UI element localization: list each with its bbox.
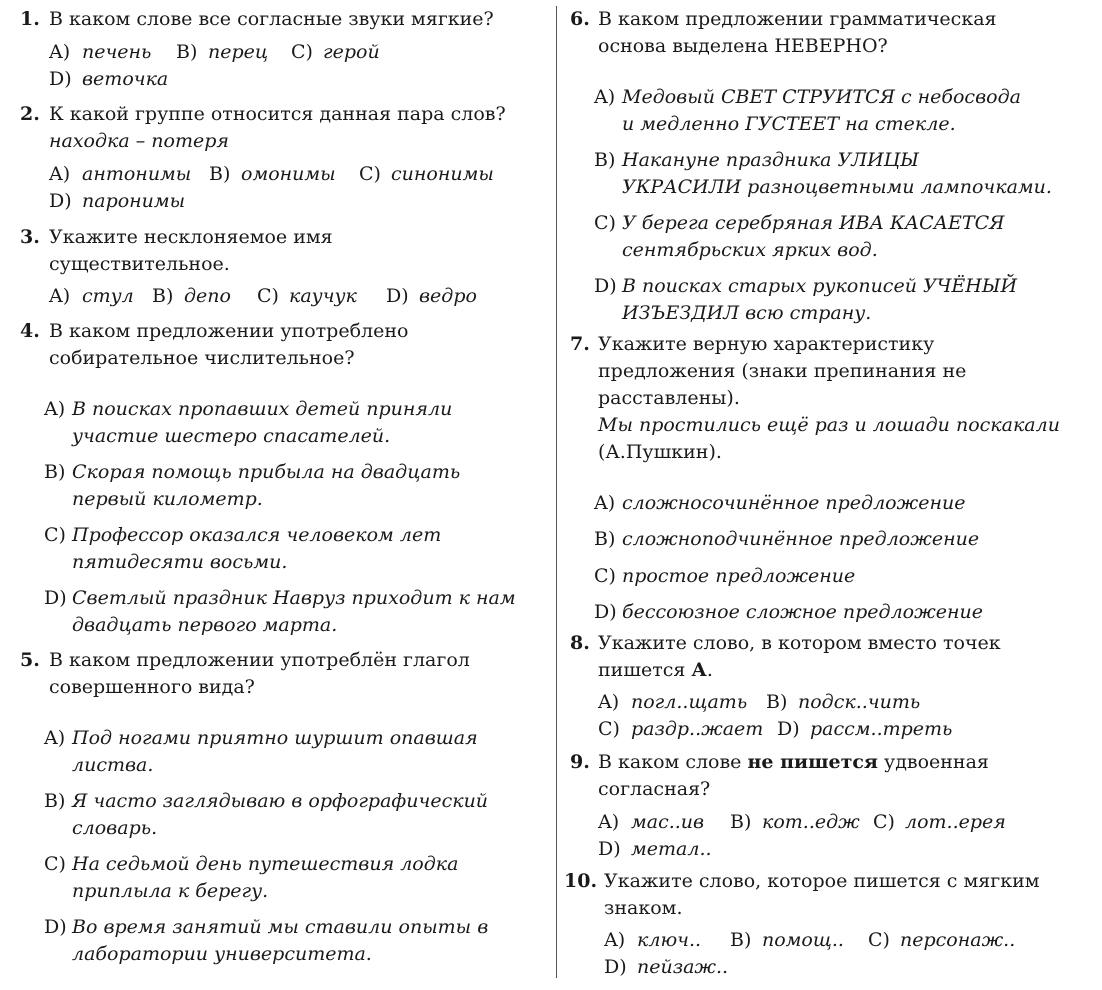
option-letter-d[interactable]: D) (594, 601, 617, 623)
question-number: 5. (20, 649, 40, 671)
option-text-c[interactable]: раздр..жает (631, 718, 764, 740)
option-text-c[interactable]: простое предложение (622, 565, 856, 587)
option-text-c-line-1[interactable]: Профессор оказался человеком лет (72, 524, 442, 546)
option-text-b[interactable]: перец (208, 41, 269, 63)
option-letter-a[interactable]: A) (49, 163, 71, 185)
question-number: 10. (564, 870, 598, 892)
option-text-a[interactable]: стул (82, 285, 134, 307)
option-text-a-line-2[interactable]: участие шестеро спасателей. (72, 425, 391, 447)
option-text-c-line-2[interactable]: приплыла к берегу. (72, 880, 269, 902)
option-letter-b[interactable]: B) (176, 41, 198, 63)
option-text-d[interactable]: бессоюзное сложное предложение (622, 601, 983, 623)
option-letter-b[interactable]: B) (594, 528, 616, 550)
option-text-b[interactable]: депо (184, 285, 231, 307)
line-prefix: пишется (598, 659, 692, 681)
question-text-line-2: предложения (знаки препинания не (598, 360, 967, 382)
option-text-c-line-2[interactable]: пятидесяти восьми. (72, 551, 288, 573)
option-letter-a[interactable]: A) (598, 691, 620, 713)
option-letter-a[interactable]: A) (44, 398, 66, 420)
option-text-a-line-1[interactable]: Медовый СВЕТ СТРУИТСЯ с небосвода (622, 86, 1021, 108)
option-letter-d[interactable]: D) (598, 838, 621, 860)
option-text-a[interactable]: сложносочинённое предложение (622, 492, 966, 514)
option-text-d-line-1[interactable]: В поисках старых рукописей УЧЁНЫЙ (622, 275, 1018, 297)
option-text-d[interactable]: веточка (82, 68, 169, 90)
option-text-c[interactable]: персонаж.. (900, 929, 1016, 951)
option-letter-c[interactable]: C) (44, 853, 66, 875)
option-text-d-line-2[interactable]: лаборатории университета. (72, 943, 372, 965)
line-suffix: удвоенная (877, 751, 989, 773)
option-text-d[interactable]: ведро (419, 285, 477, 307)
option-text-c-line-2[interactable]: сентябрьских ярких вод. (622, 239, 878, 261)
option-letter-a[interactable]: A) (604, 929, 626, 951)
option-letter-b[interactable]: B) (209, 163, 231, 185)
option-letter-b[interactable]: B) (730, 929, 752, 951)
option-letter-b[interactable]: B) (594, 149, 616, 171)
option-letter-c[interactable]: C) (44, 524, 66, 546)
option-text-d[interactable]: пейзаж.. (637, 956, 729, 978)
question-number: 8. (570, 632, 590, 654)
option-text-a-line-1[interactable]: В поисках пропавших детей приняли (72, 398, 453, 420)
option-text-b-line-2[interactable]: УКРАСИЛИ разноцветными лампочками. (622, 176, 1052, 198)
option-text-a-line-2[interactable]: и медленно ГУСТЕЕТ на стекле. (622, 113, 956, 135)
option-letter-a[interactable]: A) (44, 727, 66, 749)
option-text-d[interactable]: метал.. (631, 838, 712, 860)
question-text-line-1: Укажите слово, в котором вместо точек (598, 632, 1001, 654)
question-text-line-1: В каком предложении употреблён глагол (49, 649, 470, 671)
option-text-b[interactable]: кот..едж (762, 811, 860, 833)
emphasized-phrase: не пишется (747, 751, 878, 773)
option-text-a[interactable]: мас..ив (631, 811, 705, 833)
option-text-c[interactable]: лот..ерея (905, 811, 1006, 833)
option-letter-b[interactable]: B) (44, 790, 66, 812)
question-text-line-1: Укажите верную характеристику (598, 333, 935, 355)
question-number: 3. (20, 226, 40, 248)
option-text-d[interactable]: рассм..треть (810, 718, 953, 740)
option-text-d-line-1[interactable]: Во время занятий мы ставили опыты в (72, 916, 489, 938)
option-letter-d[interactable]: D) (44, 916, 67, 938)
option-text-b[interactable]: помощ.. (762, 929, 844, 951)
option-letter-d[interactable]: D) (49, 190, 72, 212)
option-text-a-line-1[interactable]: Под ногами приятно шуршит опавшая (72, 727, 478, 749)
question-number: 7. (570, 333, 590, 355)
example-source: (А.Пушкин). (598, 441, 722, 463)
question-text-line-1: В каком предложении грамматическая (598, 8, 997, 30)
question-text: К какой группе относится данная пара слов? (49, 103, 506, 125)
question-text-line-2: совершенного вида? (49, 676, 255, 698)
emphasized-letter: А (691, 659, 707, 681)
question-text-line-1: Укажите несклоняемое имя (49, 226, 333, 248)
option-text-c[interactable]: каучук (289, 285, 357, 307)
question-number: 9. (570, 751, 590, 773)
question-text-line-1 (598, 750, 989, 774)
option-letter-d[interactable]: D) (594, 275, 617, 297)
option-letter-a[interactable]: A) (594, 492, 616, 514)
option-letter-a[interactable]: A) (49, 285, 71, 307)
question-text-line-1: Укажите слово, которое пишется с мягким (604, 870, 1040, 892)
option-letter-c[interactable]: C) (594, 212, 616, 234)
question-text-line-2: знаком. (604, 897, 683, 919)
option-letter-b[interactable]: B) (766, 691, 788, 713)
option-letter-d[interactable]: D) (386, 285, 409, 307)
option-text-d-line-2[interactable]: двадцать первого марта. (72, 614, 338, 636)
option-letter-d[interactable]: D) (49, 68, 72, 90)
option-letter-d[interactable]: D) (777, 718, 800, 740)
option-text-b-line-1[interactable]: Накануне праздника УЛИЦЫ (622, 149, 919, 171)
option-letter-c[interactable]: C) (291, 41, 313, 63)
question-text-line-2 (598, 658, 713, 682)
option-text-a[interactable]: ключ.. (637, 929, 702, 951)
question-number: 2. (20, 103, 40, 125)
option-letter-b[interactable]: B) (730, 811, 752, 833)
question-number: 4. (20, 320, 40, 342)
option-letter-c[interactable]: C) (594, 565, 616, 587)
question-text-line-2: собирательное числительное? (49, 347, 355, 369)
option-text-b-line-2[interactable]: первый километр. (72, 488, 263, 510)
question-number: 6. (570, 8, 590, 30)
option-text-b-line-2[interactable]: словарь. (72, 817, 158, 839)
option-text-b[interactable]: омонимы (241, 163, 336, 185)
example-sentence: Мы простились ещё раз и лошади поскакали (598, 414, 1060, 436)
column-divider (556, 6, 557, 978)
line-suffix: . (706, 659, 713, 681)
question-text-line-2: основа выделена НЕВЕРНО? (598, 35, 888, 57)
option-text-c-line-1[interactable]: У берега серебряная ИВА КАСАЕТСЯ (622, 212, 1005, 234)
option-letter-c[interactable]: C) (598, 718, 620, 740)
option-letter-a[interactable]: A) (594, 86, 616, 108)
question-text: В каком слове все согласные звуки мягкие? (49, 8, 494, 30)
option-letter-b[interactable]: B) (152, 285, 174, 307)
option-letter-c[interactable]: C) (873, 811, 895, 833)
question-text-line-1: В каком предложении употреблено (49, 320, 409, 342)
option-text-b-line-1[interactable]: Я часто заглядываю в орфографический (72, 790, 489, 812)
option-text-c-line-1[interactable]: На седьмой день путешествия лодка (72, 853, 459, 875)
option-text-b[interactable]: сложноподчинённое предложение (622, 528, 980, 550)
option-text-a[interactable]: погл..щать (631, 691, 748, 713)
option-text-c[interactable]: герой (323, 41, 380, 63)
option-letter-c[interactable]: C) (868, 929, 890, 951)
line-prefix: В каком слове (598, 751, 748, 773)
option-text-a[interactable]: антонимы (82, 163, 192, 185)
option-text-d-line-1[interactable]: Светлый праздник Навруз приходит к нам (72, 587, 516, 609)
option-text-d-line-2[interactable]: ИЗЪЕЗДИЛ всю страну. (622, 302, 872, 324)
option-text-b-line-1[interactable]: Скорая помощь прибыла на двадцать (72, 461, 461, 483)
question-text-line-3: расставлены). (598, 387, 740, 409)
option-letter-b[interactable]: B) (44, 461, 66, 483)
question-text-line-2: существительное. (49, 253, 230, 275)
option-text-a-line-2[interactable]: листва. (72, 754, 154, 776)
option-letter-a[interactable]: A) (598, 811, 620, 833)
example-words: находка – потеря (49, 130, 229, 152)
option-letter-c[interactable]: C) (257, 285, 279, 307)
option-text-d[interactable]: паронимы (82, 190, 186, 212)
question-number: 1. (20, 8, 40, 30)
option-letter-c[interactable]: C) (359, 163, 381, 185)
option-letter-d[interactable]: D) (44, 587, 67, 609)
question-text-line-2: согласная? (598, 778, 711, 800)
option-letter-a[interactable]: A) (49, 41, 71, 63)
option-text-a[interactable]: печень (82, 41, 152, 63)
option-text-c[interactable]: синонимы (391, 163, 494, 185)
option-letter-d[interactable]: D) (604, 956, 627, 978)
option-text-b[interactable]: подск..чить (798, 691, 921, 713)
